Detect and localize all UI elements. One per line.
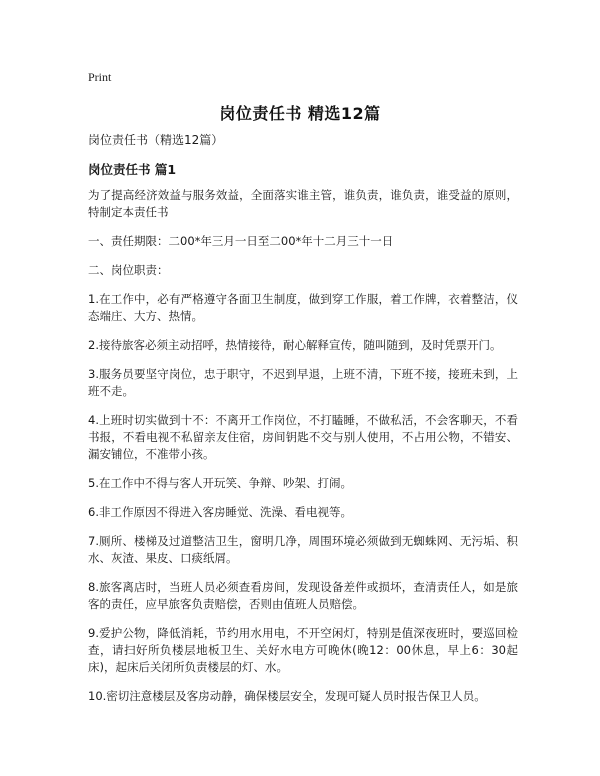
- document-body: [88, 132, 518, 717]
- duty-item-7: 7.厕所、楼梯及过道整洁卫生，窗明几净，周围环境必须做到无蜘蛛网、无污垢、积水、灰渣、果皮、口痰纸屑。: [88, 534, 518, 565]
- duty-item-1: 1.在工作中，必有严格遵守各面卫生制度，做到穿工作服，着工作牌，衣着整洁，仪态端庄、大方、热情。: [88, 292, 518, 323]
- duty-item-9: 9.爱护公物，降低消耗，节约用水用电，不开空闲灯，特别是值深夜班时，要巡回检查，请扫好所负楼层地板卫生、关好水电方可晚休(晚12：00休息，早上6：30起床)，起床后关闭所负责楼层的灯、水。: [88, 626, 518, 674]
- section-heading: 岗位责任书 篇1: [88, 162, 177, 177]
- duty-item-3: 3.服务员要坚守岗位，忠于职守，不迟到早退，上班不清，下班不接，接班未到，上班不走。: [88, 367, 518, 398]
- print-label: Print: [88, 70, 112, 84]
- duty-item-10: 10.密切注意楼层及客房动静，确保楼层安全，发现可疑人员时报告保卫人员。: [88, 689, 486, 703]
- intro-paragraph: 为了提高经济效益与服务效益，全面落实谁主管，谁负责，谁负责，谁受益的原则，特制定本责任书: [88, 188, 518, 219]
- duties-heading-paragraph: 二、岗位职责：: [88, 263, 169, 277]
- duty-item-5: 5.在工作中不得与客人开玩笑、争辩、吵架、打闹。: [88, 476, 352, 490]
- duty-item-6: 6.非工作原因不得进入客房睡觉、洗澡、看电视等。: [88, 505, 352, 519]
- duty-item-8: 8.旅客离店时，当班人员必须查看房间，发现设备差件或损坏，查清责任人，如是旅客的责任，应早旅客负责赔偿，否则由值班人员赔偿。: [88, 580, 518, 611]
- document-title: 岗位责任书 精选12篇: [219, 104, 381, 123]
- duty-item-4: 4.上班时切实做到十不：不离开工作岗位，不打瞌睡，不做私活，不会客聊天，不看书报，不看电视不私留亲友住宿，房间钥匙不交与别人使用，不占用公物，不错安、漏安铺位，不准带小孩。: [88, 413, 518, 461]
- duty-item-2: 2.接待旅客必须主动招呼，热情接待，耐心解释宣传，随叫随到，及时凭票开门。: [88, 338, 502, 352]
- term-paragraph: 一、责任期限：二00*年三月一日至二00*年十二月三十一日: [88, 234, 394, 248]
- document-subtitle: 岗位责任书（精选12篇）: [88, 133, 224, 147]
